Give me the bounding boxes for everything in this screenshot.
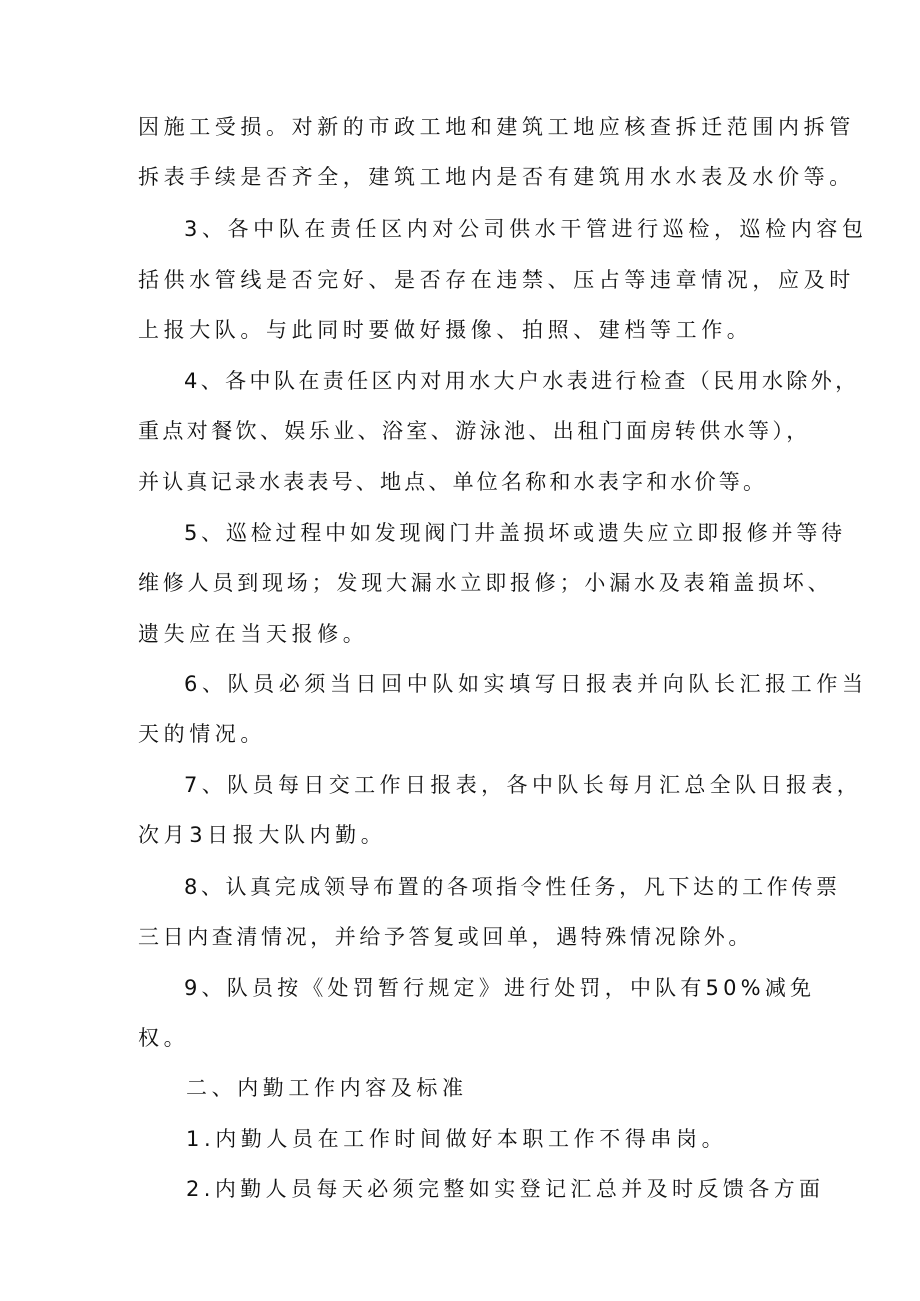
paragraph-9-start: 9、队员按《处罚暂行规定》进行处罚，中队有50%减免 [184, 976, 816, 1000]
text-line: 括供水管线是否完好、是否存在违禁、压占等违章情况，应及时 [138, 268, 855, 292]
section-heading: 二、内勤工作内容及标准 [186, 1076, 468, 1100]
paragraph-6-start: 6、队员必须当日回中队如实填写日报表并向队长汇报工作当 [184, 672, 868, 696]
text-line: 天的情况。 [138, 722, 266, 746]
text-line: 因施工受损。对新的市政工地和建筑工地应核查拆迁范围内拆管 [138, 115, 855, 139]
text-line: 遗失应在当天报修。 [138, 622, 369, 646]
text-line: 上报大队。与此同时要做好摄像、拍照、建档等工作。 [138, 318, 753, 342]
text-line: 维修人员到现场；发现大漏水立即报修；小漏水及表箱盖损坏、 [138, 571, 833, 595]
list-item: 1.内勤人员在工作时间做好本职工作不得串岗。 [186, 1127, 728, 1151]
text-line: 次月3日报大队内勤。 [138, 823, 387, 847]
paragraph-8-start: 8、认真完成领导布置的各项指令性任务，凡下达的工作传票 [184, 875, 841, 899]
text-line: 拆表手续是否齐全，建筑工地内是否有建筑用水水表及水价等。 [138, 165, 855, 189]
paragraph-4-start: 4、各中队在责任区内对用水大户水表进行检查（民用水除外， [184, 369, 860, 393]
paragraph-3-start: 3、各中队在责任区内对公司供水干管进行巡检，巡检内容包 [184, 217, 868, 241]
text-line: 重点对餐饮、娱乐业、浴室、游泳池、出租门面房转供水等）， [138, 419, 811, 443]
text-line: 权。 [138, 1026, 190, 1050]
paragraph-5-start: 5、巡检过程中如发现阀门井盖损坏或遗失应立即报修并等待 [184, 521, 846, 545]
paragraph-7-start: 7、队员每日交工作日报表，各中队长每月汇总全队日报表， [184, 773, 863, 797]
text-line: 三日内查清情况，并给予答复或回单，遇特殊情况除外。 [138, 925, 753, 949]
list-item: 2.内勤人员每天必须完整如实登记汇总并及时反馈各方面 [186, 1177, 825, 1201]
text-line: 并认真记录水表表号、地点、单位名称和水表字和水价等。 [138, 470, 768, 494]
